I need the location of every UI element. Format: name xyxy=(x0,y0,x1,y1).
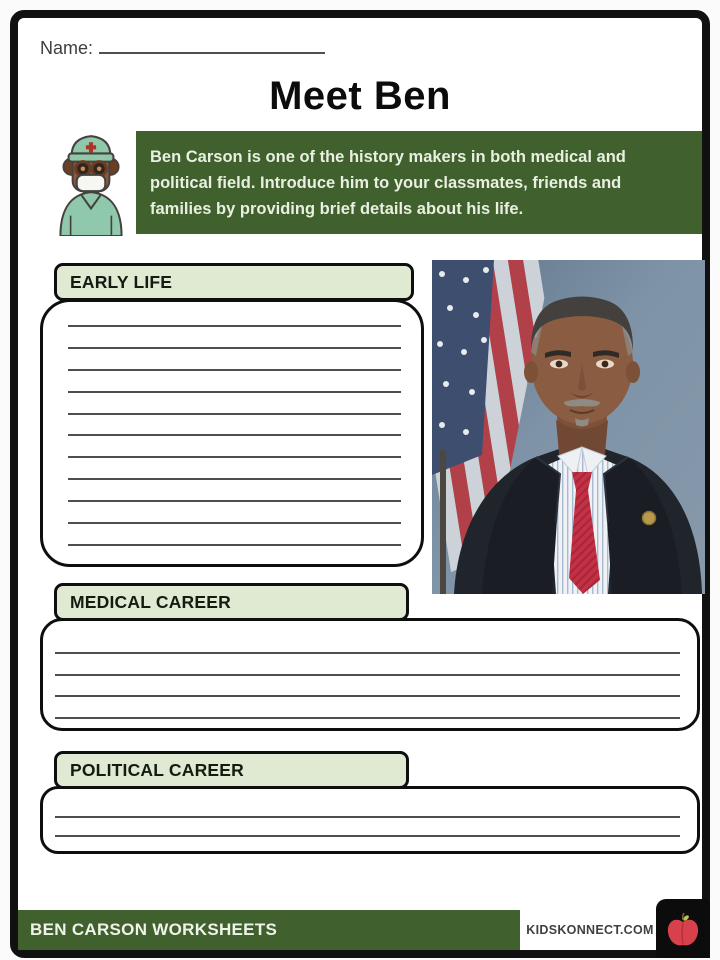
section-label: MEDICAL CAREER xyxy=(70,591,231,612)
section-label: POLITICAL CAREER xyxy=(70,759,244,780)
writing-line[interactable] xyxy=(55,652,680,654)
kidskonnect-logo xyxy=(656,899,710,958)
footer-brand-bar xyxy=(18,910,520,950)
writing-line[interactable] xyxy=(55,695,680,697)
doctor-icon xyxy=(52,130,130,236)
footer-site-link[interactable]: KIDSKONNECT.COM xyxy=(526,923,654,937)
section-header-medical-career xyxy=(54,583,409,621)
writing-lines xyxy=(55,652,680,719)
footer-brand-label: BEN CARSON WORKSHEETS xyxy=(30,920,278,939)
writing-line[interactable] xyxy=(55,835,680,837)
writing-line[interactable] xyxy=(68,522,401,524)
section-box-medical-career xyxy=(40,618,700,731)
name-blank-line[interactable] xyxy=(99,34,325,54)
writing-line[interactable] xyxy=(68,434,401,436)
intro-line: Ben Carson is one of the history makers in both medical and xyxy=(150,148,626,166)
apple-icon xyxy=(666,910,700,948)
writing-line[interactable] xyxy=(55,674,680,676)
intro-line: families by providing brief details about his life. xyxy=(150,200,524,218)
writing-line[interactable] xyxy=(55,816,680,818)
writing-lines xyxy=(55,816,680,837)
section-box-political-career xyxy=(40,786,700,854)
writing-line[interactable] xyxy=(68,456,401,458)
section-label: EARLY LIFE xyxy=(70,271,173,292)
page-title: Meet Ben xyxy=(269,74,451,118)
writing-line[interactable] xyxy=(68,544,401,546)
lapel-pin xyxy=(643,512,656,525)
intro-box xyxy=(136,131,702,234)
writing-line[interactable] xyxy=(68,325,401,327)
writing-line[interactable] xyxy=(55,717,680,719)
writing-line[interactable] xyxy=(68,500,401,502)
ben-carson-photo xyxy=(432,260,705,594)
section-header-early-life xyxy=(54,263,414,301)
writing-line[interactable] xyxy=(68,369,401,371)
name-row xyxy=(40,34,325,59)
writing-line[interactable] xyxy=(68,391,401,393)
writing-line[interactable] xyxy=(68,478,401,480)
name-label: Name: xyxy=(40,38,94,58)
worksheet-page xyxy=(10,10,710,958)
flag-pole xyxy=(440,450,446,594)
writing-line[interactable] xyxy=(68,413,401,415)
intro-line: political field. Introduce him to your classmates, friends and xyxy=(150,174,622,192)
section-header-political-career xyxy=(54,751,409,789)
section-box-early-life xyxy=(40,299,424,567)
writing-lines xyxy=(68,325,401,546)
writing-line[interactable] xyxy=(68,347,401,349)
